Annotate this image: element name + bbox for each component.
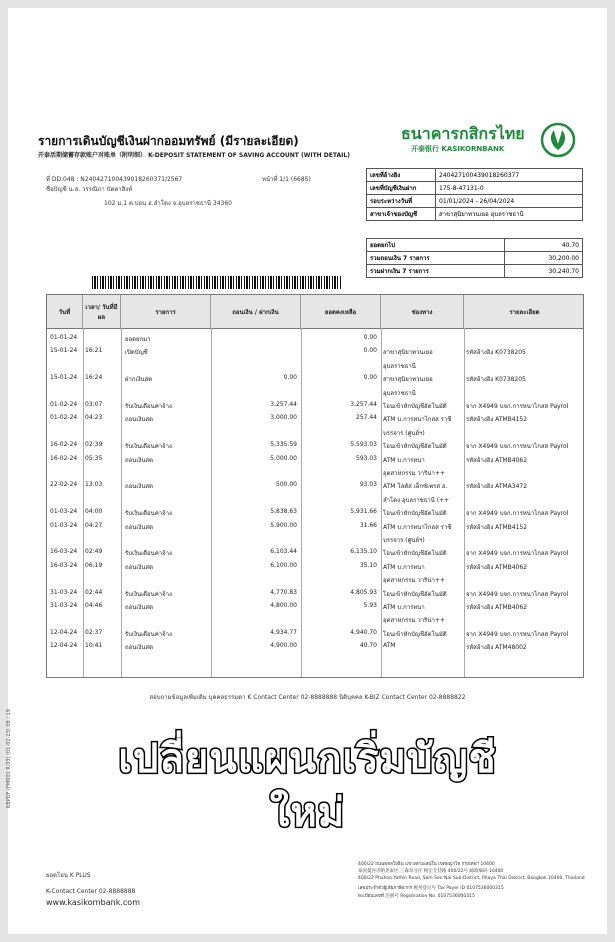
header-amount: ถอนเงิน / ฝากเงิน bbox=[211, 295, 301, 328]
cell-date: 15-01-24 bbox=[50, 347, 78, 355]
table-row bbox=[47, 640, 583, 653]
cell-channel: ลำโดง อุบลราชธานี (++ bbox=[383, 496, 450, 504]
summary-label: รวมถอนเงิน 7 รายการ bbox=[367, 252, 505, 265]
cell-channel: ATM bbox=[383, 642, 396, 650]
cell-detail: จาก X4949 บจก.การหนาไกลส Payrol bbox=[466, 550, 569, 558]
table-row bbox=[47, 412, 583, 425]
footer-address-en: 400/22 Phahon Yothin Road, Sam Sen Nai Sub-District, Phaya Thai District, Bangkok 10400, Thailand bbox=[358, 876, 585, 881]
cell-balance: 5,931.66 bbox=[350, 508, 377, 516]
cell-balance: 40.70 bbox=[359, 642, 377, 650]
table-row bbox=[47, 426, 583, 439]
cell-detail: รหัสอ้างอิง ATMB4152 bbox=[466, 416, 528, 424]
cell-detail: รหัสอ้างอิง ATM48002 bbox=[466, 644, 527, 652]
cell-balance: 593.03 bbox=[356, 454, 377, 462]
cell-time: 04:23 bbox=[85, 414, 103, 422]
cell-amount: 0.00 bbox=[283, 374, 297, 382]
cell-channel: โอนเข้าหักบัญชีอัตโนมัติ bbox=[383, 550, 447, 558]
info-label: สาขาเจ้าของบัญชี bbox=[367, 208, 436, 221]
transaction-table bbox=[46, 294, 584, 678]
cell-item: ฝากเงินสด bbox=[125, 376, 153, 384]
cell-balance: 257.44 bbox=[356, 414, 377, 422]
table-row bbox=[47, 399, 583, 412]
cell-date: 01-02-24 bbox=[50, 414, 78, 422]
cell-channel: สาขาสุนิยาทวนเยอ bbox=[383, 376, 433, 384]
cell-date: 22-02-24 bbox=[50, 481, 78, 489]
cell-item: รับเงินเดือนค่าจ้าง bbox=[125, 510, 172, 518]
cell-time: 02:49 bbox=[85, 548, 103, 556]
table-row bbox=[47, 560, 583, 573]
cell-amount: 3,257.44 bbox=[270, 401, 297, 408]
cell-item: ถอนเงินสด bbox=[125, 416, 153, 424]
cell-amount: 4,770.83 bbox=[270, 588, 297, 596]
cell-date: 16-03-24 bbox=[50, 561, 78, 569]
info-value: 01/01/2024 - 26/04/2024 bbox=[436, 195, 583, 208]
statement-subtitle: 开泰活期储蓄存款账户对账单（附明细） K-DEPOSIT STATEMENT OF SAVING ACCOUNT (WITH DETAIL) bbox=[38, 152, 350, 159]
table-row bbox=[47, 546, 583, 559]
header-channel: ช่องทาง bbox=[381, 295, 464, 328]
cell-detail: รหัสอ้างอิง K0738205 bbox=[466, 376, 526, 384]
cell-date: 01-01-24 bbox=[50, 334, 78, 341]
cell-item: รับเงินเดือนค่าจ้าง bbox=[125, 630, 172, 638]
cell-item: รับเงินเดือนค่าจ้าง bbox=[125, 550, 172, 558]
cell-balance: 6,135.10 bbox=[350, 548, 377, 556]
cell-channel: อุตสาหกรรม วาริน่า++ bbox=[383, 617, 445, 625]
cell-balance: 5,593.03 bbox=[350, 441, 377, 449]
info-row-branch bbox=[367, 208, 583, 221]
cell-date: 15-01-24 bbox=[50, 374, 78, 382]
barcode bbox=[92, 276, 342, 289]
bank-name-th: ธนาคารกสิกรไทย bbox=[401, 124, 525, 143]
table-row bbox=[47, 533, 583, 546]
cell-date: 12-04-24 bbox=[50, 642, 78, 650]
info-label: เลขที่บัญชีเงินฝาก bbox=[367, 182, 436, 195]
cell-time: 04:46 bbox=[85, 602, 103, 609]
table-row bbox=[47, 587, 583, 600]
table-row bbox=[47, 627, 583, 640]
header-balance: ยอดคงเหลือ bbox=[301, 295, 381, 328]
info-row-period bbox=[367, 195, 583, 208]
cell-amount: 4,934.77 bbox=[270, 628, 297, 636]
table-row bbox=[47, 600, 583, 613]
cell-amount: 5,900.00 bbox=[270, 521, 297, 529]
cell-balance: 3,257.44 bbox=[350, 401, 377, 408]
cell-amount: 4,800.00 bbox=[270, 602, 297, 609]
cell-item: ถอนเงินสด bbox=[125, 483, 153, 491]
cell-balance: 0.00 bbox=[363, 334, 377, 341]
cell-date: 16-02-24 bbox=[50, 441, 78, 449]
cell-date: 01-02-24 bbox=[50, 401, 78, 408]
cell-time: 06:19 bbox=[85, 561, 103, 569]
cell-detail: รหัสอ้างอิง ATMB4062 bbox=[466, 456, 528, 464]
cell-detail: รหัสอ้างอิง K0738205 bbox=[466, 349, 526, 357]
kasikorn-logo-icon bbox=[540, 122, 576, 158]
info-value: 240427100439018260377 bbox=[436, 169, 583, 182]
statement-ref: ที่ DD.048 : N240427100439018260371/2567 bbox=[46, 176, 183, 183]
cell-date: 31-03-24 bbox=[50, 602, 78, 609]
cell-item: ถอนเงินสด bbox=[125, 604, 153, 611]
cell-time: 16:24 bbox=[85, 374, 103, 382]
overlay-caption-line2: ใหม่ bbox=[269, 790, 346, 836]
footer-tax-id: เลขประจำตัวผู้เสียภาษีอากร 税务登记号 Tax Payer ID 0107536000315 bbox=[358, 886, 504, 891]
summary-label: รวมฝากเงิน 7 รายการ bbox=[367, 265, 505, 278]
page-number: หน้าที่ 1/1 (6685) bbox=[262, 176, 311, 183]
summary-value: 30,200.00 bbox=[505, 252, 583, 265]
footer-address-cn: 泰国曼谷市帕尧泰区 三森奈分区 帕宏尤廷路 400/22号 邮政编码 10400 bbox=[358, 869, 504, 874]
summary-value: 40.70 bbox=[505, 239, 583, 252]
cell-channel: ATM บ.การหนา bbox=[383, 456, 425, 464]
cell-channel: โอนเข้าหักบัญชีอัตโนมัติ bbox=[383, 590, 447, 598]
summary-row bbox=[367, 252, 583, 265]
info-row-account bbox=[367, 182, 583, 195]
summary-label: ยอดยกไป bbox=[367, 239, 505, 252]
form-code: KBPDF (FM001 R.03) (01-02-23) 08 / 19 bbox=[6, 709, 12, 808]
cell-balance: 35.10 bbox=[359, 561, 377, 569]
cell-channel: โอนเข้าหักบัญชีอัตโนมัติ bbox=[383, 403, 447, 410]
cell-channel: บรรจาร (ศูนย์ฯ) bbox=[383, 537, 425, 544]
info-label: เลขที่อ้างอิง bbox=[367, 169, 436, 182]
table-row bbox=[47, 439, 583, 452]
summary-row bbox=[367, 265, 583, 278]
bank-name-en: 开泰银行 KASIKORNBANK bbox=[411, 145, 505, 153]
cell-detail: รหัสอ้างอิง ATMB4062 bbox=[466, 563, 528, 571]
cell-amount: 5,335.59 bbox=[270, 441, 297, 449]
summary-table bbox=[366, 238, 583, 278]
cell-amount: 3,000.00 bbox=[270, 414, 297, 422]
cell-amount: 5,838.63 bbox=[270, 508, 297, 516]
cell-amount: 5,000.00 bbox=[270, 454, 297, 462]
cell-date: 16-03-24 bbox=[50, 548, 78, 556]
cell-balance: 0.00 bbox=[363, 374, 377, 382]
cell-detail: รหัสอ้างอิง ATMA3472 bbox=[466, 483, 528, 491]
cell-detail: จาก X4949 บจก.การหนาไกลส Payrol bbox=[466, 443, 569, 451]
cell-channel: ATM บ.การหนาไกลส ราชี bbox=[383, 523, 452, 531]
cell-date: 16-02-24 bbox=[50, 454, 78, 462]
cell-item: ยอดยกมา bbox=[125, 336, 151, 343]
cell-balance: 0.00 bbox=[363, 347, 377, 355]
info-row-ref bbox=[367, 169, 583, 182]
account-address: 102 ม.1 ต.บ่อน อ.ลำโดง จ.อุบลราชธานี 34360 bbox=[104, 200, 232, 207]
summary-value: 30,240.70 bbox=[505, 265, 583, 278]
footer-registration: ทะเบียนเลขที่ 注册号 Registration No. 0107536000315 bbox=[358, 894, 475, 899]
cell-channel: โอนเข้าหักบัญชีอัตโนมัติ bbox=[383, 443, 447, 451]
table-row bbox=[47, 613, 583, 626]
cell-item: ถอนเงินสด bbox=[125, 523, 153, 531]
cell-item: ถอนเงินสด bbox=[125, 456, 153, 464]
table-row bbox=[47, 573, 583, 586]
cell-time: 05:35 bbox=[85, 454, 103, 462]
cell-channel: อุตสาหกรรม วาริน่า++ bbox=[383, 577, 445, 585]
cell-channel: ATM บ.การหนาไกลส ราชี bbox=[383, 416, 452, 424]
cell-item: รับเงินเดือนค่าจ้าง bbox=[125, 590, 172, 598]
cell-item: ถอนเงินสด bbox=[125, 644, 153, 652]
footer-website[interactable]: www.kasikornbank.com bbox=[46, 898, 140, 907]
cell-date: 12-04-24 bbox=[50, 628, 78, 636]
info-value: 175-8-47131-0 bbox=[436, 182, 583, 195]
table-row bbox=[47, 332, 583, 345]
cell-channel: โอนเข้าหักบัญชีอัตโนมัติ bbox=[383, 630, 447, 638]
header-detail: รายละเอียด bbox=[509, 308, 540, 316]
cell-detail: รหัสอ้างอิง ATMB4062 bbox=[466, 604, 528, 611]
header-date: วันที่ bbox=[47, 295, 83, 328]
cell-detail: รหัสอ้างอิง ATMB4152 bbox=[466, 523, 528, 531]
footer-contact: K-Contact Center 02-8888888 bbox=[46, 888, 136, 895]
cell-time: 16:21 bbox=[85, 347, 103, 355]
table-row bbox=[47, 493, 583, 506]
cell-time: 04:27 bbox=[85, 521, 103, 529]
table-row bbox=[47, 345, 583, 358]
cell-channel: โอนเข้าหักบัญชีอัตโนมัติ bbox=[383, 510, 447, 518]
cell-time: 03:07 bbox=[85, 401, 103, 408]
overlay-caption-line1: เปลี่ยนแผนกเริ่มบัญชี bbox=[118, 736, 497, 782]
header-item: รายการ bbox=[121, 295, 211, 328]
cell-balance: 4,805.93 bbox=[350, 588, 377, 596]
cell-item: เปิดบัญชี bbox=[125, 349, 148, 357]
footer-kplus: ยอดโอน K PLUS bbox=[46, 872, 91, 879]
cell-time: 02:37 bbox=[85, 628, 103, 636]
cell-amount: 4,900.00 bbox=[270, 642, 297, 650]
cell-detail: จาก X4949 บจก.การหนาไกลส Payrol bbox=[466, 403, 569, 410]
header-time: เวลา/ วันที่มีผล bbox=[83, 295, 121, 328]
cell-channel: บรรจาร (ศูนย์ฯ) bbox=[383, 429, 425, 437]
cell-time: 02:44 bbox=[85, 588, 103, 596]
cell-detail: จาก X4949 บจก.การหนาไกลส Payrol bbox=[466, 590, 569, 598]
cell-channel: ATM บ.การหนา bbox=[383, 604, 425, 611]
cell-amount: 6,100.00 bbox=[270, 561, 297, 569]
cell-balance: 5.93 bbox=[363, 602, 377, 609]
table-row bbox=[47, 359, 583, 372]
cell-balance: 93.03 bbox=[359, 481, 377, 489]
cell-amount: 6,103.44 bbox=[270, 548, 297, 556]
table-row bbox=[47, 520, 583, 533]
cell-channel: อุตสาหกรรม วาริน่า++ bbox=[383, 470, 445, 477]
cell-channel: อุบลราชธานี bbox=[383, 389, 416, 397]
table-row bbox=[47, 506, 583, 519]
cell-channel: สาขาสุนิยาทวนเยอ bbox=[383, 349, 433, 357]
info-label: รอบระหว่างวันที่ bbox=[367, 195, 436, 208]
cell-balance: 31.66 bbox=[359, 521, 377, 529]
cell-time: 02:39 bbox=[85, 441, 103, 449]
cell-time: 04:00 bbox=[85, 508, 103, 516]
cell-time: 13:03 bbox=[85, 481, 103, 489]
table-row bbox=[47, 479, 583, 492]
transaction-table-header bbox=[47, 295, 583, 329]
summary-row bbox=[367, 239, 583, 252]
table-row bbox=[47, 372, 583, 385]
cell-detail: จาก X4949 บจก.การหนาไกลส Payrol bbox=[466, 510, 569, 518]
cell-balance: 4,940.70 bbox=[350, 628, 377, 636]
account-name: ชื่อบัญชี น.ส. วรรณิภา บัตตาสิงห์ bbox=[46, 186, 133, 193]
cell-channel: อุบลราชธานี bbox=[383, 362, 416, 370]
contact-note: สอบถามข้อมูลเพิ่มเติม บุคคลธรรมดา K Contact Center 02-8888888 นิติบุคคล K-BIZ Contact Center 02-8888822 bbox=[149, 694, 466, 701]
cell-time: 10:41 bbox=[85, 642, 103, 650]
cell-amount: 500.00 bbox=[276, 481, 297, 489]
cell-item: รับเงินเดือนค่าจ้าง bbox=[125, 443, 172, 451]
cell-channel: ATM โลตัส เอ็กซ์เพรส อ. bbox=[383, 483, 448, 491]
table-row bbox=[47, 453, 583, 466]
cell-item: รับเงินเดือนค่าจ้าง bbox=[125, 403, 172, 410]
table-row bbox=[47, 466, 583, 479]
cell-detail: จาก X4949 บจก.การหนาไกลส Payrol bbox=[466, 630, 569, 638]
footer-address-th: 400/22 ถนนพหลโยธิน แขวงสามเสนใน เขตพญาไท กรุงเทพฯ 10400 bbox=[358, 862, 495, 867]
table-row bbox=[47, 386, 583, 399]
info-value: สาขาสุนิยาทวนเยอ อุบลราชธานี bbox=[436, 208, 583, 221]
statement-page bbox=[8, 8, 607, 934]
cell-date: 01-03-24 bbox=[50, 508, 78, 516]
cell-date: 31-03-24 bbox=[50, 588, 78, 596]
cell-item: ถอนเงินสด bbox=[125, 563, 153, 571]
account-info-table bbox=[366, 168, 583, 221]
statement-title: รายการเดินบัญชีเงินฝากออมทรัพย์ (มีรายละเอียด) bbox=[38, 134, 299, 148]
cell-date: 01-03-24 bbox=[50, 521, 78, 529]
cell-channel: ATM บ.การหนา bbox=[383, 563, 425, 571]
